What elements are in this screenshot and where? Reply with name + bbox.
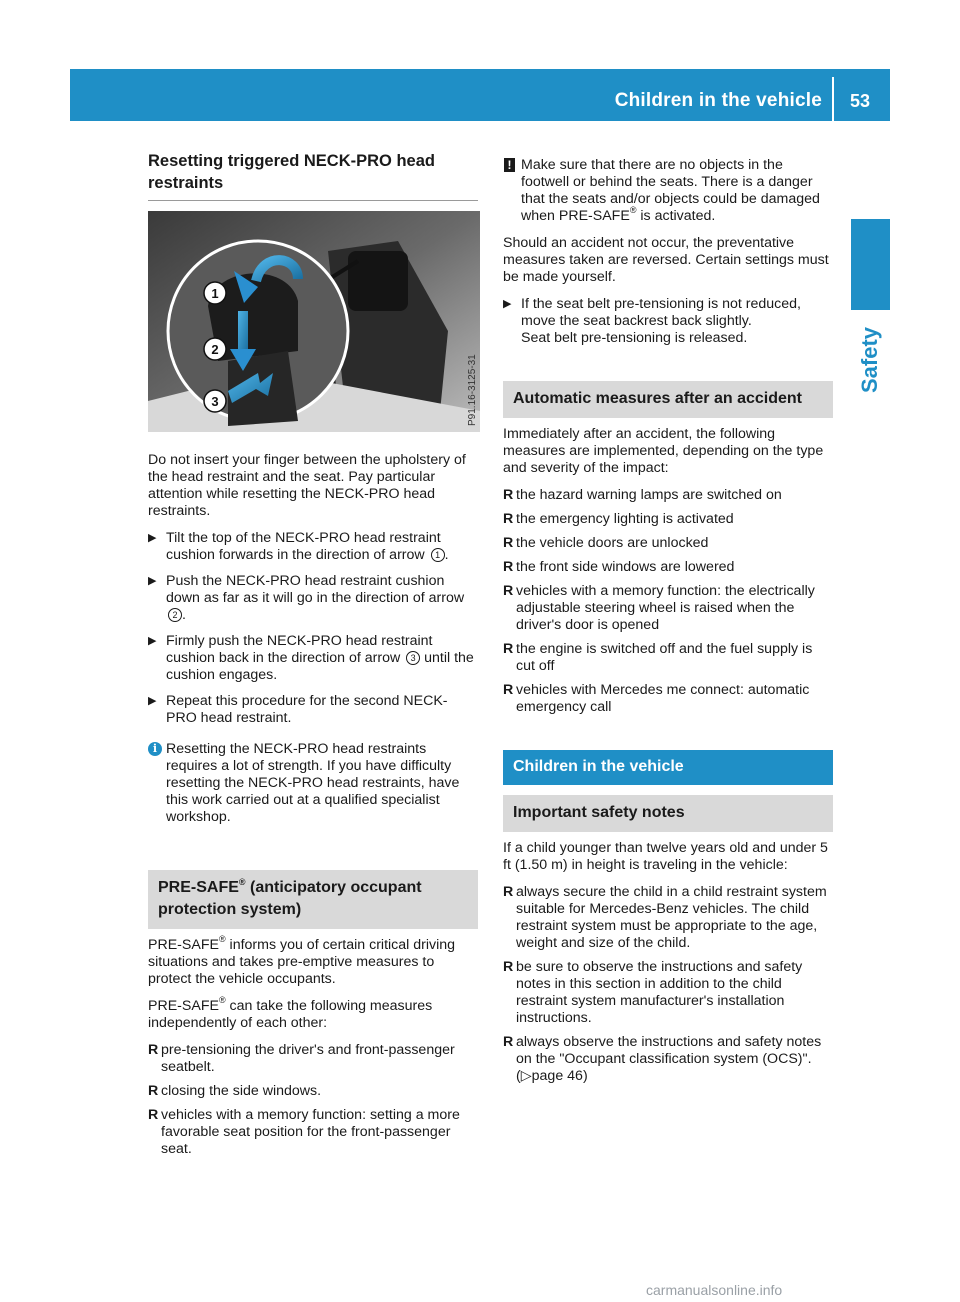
bullet-icon: R	[503, 884, 514, 900]
header-separator	[832, 77, 834, 121]
children-heading: Children in the vehicle	[503, 750, 833, 785]
bullet-icon: R	[503, 641, 514, 657]
page-header	[70, 69, 890, 121]
bullet-icon: R	[503, 535, 514, 551]
neck-pro-figure	[148, 211, 480, 432]
svg-text:1: 1	[211, 286, 219, 301]
callout-1	[204, 282, 226, 304]
step-arrow-icon: ▶	[148, 575, 157, 587]
list-item: R the front side windows are lowered	[503, 559, 735, 575]
info-icon: i	[148, 742, 162, 756]
bullet-icon: R	[503, 682, 514, 698]
sidebar-tab	[851, 219, 890, 310]
list-item: R always observe the instructions and safety notes on the "Occupant classification system (OCS)". (▷page 46)	[503, 1034, 822, 1084]
ref-circle-1: 1	[431, 548, 445, 562]
step-2: ▶ Push the NECK-PRO head restraint cushion down as far as it will go in the direction of arrow 2 .	[148, 573, 465, 623]
step-arrow-icon: ▶	[148, 532, 157, 544]
ref-circle-3: 3	[406, 651, 420, 665]
step-arrow-icon: ▶	[503, 298, 512, 310]
list-item: R the engine is switched off and the fuel supply is cut off	[503, 641, 813, 674]
step-result: Seat belt pre-tensioning is released.	[521, 330, 748, 346]
page-ref-link[interactable]: page 46)	[531, 1068, 588, 1084]
svg-text:3: 3	[211, 394, 219, 409]
bullet-icon: R	[503, 559, 514, 575]
list-item: R closing the side windows.	[148, 1083, 322, 1099]
list-item: R be sure to observe the instructions and safety notes in this section in addition to the child restraint system manufacturer's installation instructions.	[503, 959, 803, 1026]
warning-note: ! Make sure that there are no objects in the footwell or behind the seats. There is a danger that the seats and/or objects could be damaged when PRE-SAFE® is activated.	[503, 157, 833, 225]
bullet-icon: R	[503, 511, 514, 527]
list-item: R the vehicle doors are unlocked	[503, 535, 709, 551]
info-note: i Resetting the NECK-PRO head restraints requires a lot of strength. If you have difficulty resetting the NECK-PRO head restraints, have this work carried out at a qualified specialist workshop.	[148, 741, 478, 826]
callout-3	[204, 390, 226, 412]
bullet-icon: R	[503, 487, 514, 503]
no-accident-para: Should an accident not occur, the preventative measures taken are reversed. Certain settings must be made yourself.	[503, 235, 829, 285]
figure-code: P91.16-3125-31	[467, 354, 478, 426]
safety-intro: If a child younger than twelve years old and under 5 ft (1.50 m) in height is traveling in the vehicle:	[503, 840, 828, 873]
list-item: R always secure the child in a child restraint system suitable for Mercedes-Benz vehicles. The child restraint system must be appropriate to the age, weight and size of the child.	[503, 884, 827, 951]
step-arrow-icon: ▶	[148, 695, 157, 707]
watermark: carmanualsonline.info	[646, 1282, 783, 1298]
warning-icon: !	[504, 158, 515, 172]
safety-notes-heading: Important safety notes	[503, 795, 833, 832]
sidebar-label-text: Safety	[857, 326, 882, 394]
svg-text:2: 2	[211, 342, 219, 357]
bullet-icon: R	[148, 1083, 159, 1099]
bullet-icon: R	[503, 583, 514, 599]
list-item: R the emergency lighting is activated	[503, 511, 734, 527]
step-seatbelt: ▶ If the seat belt pre-tensioning is not reduced, move the seat backrest back slightly. Seat belt pre-tensioning is released.	[503, 296, 801, 346]
auto-measures-heading: Automatic measures after an accident	[503, 381, 833, 418]
header-section-title: Children in the vehicle	[614, 90, 822, 111]
bullet-icon: R	[148, 1107, 159, 1123]
list-item: R pre-tensioning the driver's and front-passenger seatbelt.	[148, 1042, 455, 1075]
list-item: R vehicles with Mercedes me connect: automatic emergency call	[503, 682, 810, 715]
step-4: ▶ Repeat this procedure for the second NECK-PRO head restraint.	[148, 693, 448, 726]
left-column	[148, 150, 478, 1165]
presafe-heading: PRE-SAFE® (anticipatory occupant protection system)	[148, 870, 478, 929]
section-title-neck-pro: Resetting triggered NECK-PRO head restraints	[148, 150, 478, 201]
list-item: R vehicles with a memory function: the electrically adjustable steering wheel is raised when the driver's door is opened	[503, 583, 815, 633]
callout-2	[204, 338, 226, 360]
presafe-para-1: PRE-SAFE® informs you of certain critical driving situations and takes pre-emptive measures to protect the vehicle occupants.	[148, 934, 456, 987]
seat-illustration	[148, 211, 480, 432]
right-column	[503, 157, 833, 1092]
bullet-icon: R	[503, 959, 514, 975]
bullet-icon: R	[503, 1034, 514, 1050]
page-ref-icon: ▷	[520, 1068, 532, 1084]
presafe-para-2: PRE-SAFE® can take the following measures independently of each other:	[148, 995, 433, 1031]
list-item: R the hazard warning lamps are switched on	[503, 487, 782, 503]
list-item: R vehicles with a memory function: setting a more favorable seat position for the front-passenger seat.	[148, 1107, 460, 1157]
step-3: ▶ Firmly push the NECK-PRO head restraint cushion back in the direction of arrow 3 until the cushion engages.	[148, 633, 474, 683]
sidebar-label	[850, 320, 890, 400]
ref-circle-2: 2	[168, 608, 182, 622]
step-1: ▶ Tilt the top of the NECK-PRO head restraint cushion forwards in the direction of arrow 1 .	[148, 530, 449, 563]
neck-pro-intro: Do not insert your finger between the upholstery of the head restraint and the seat. Pay particular attention while resetting the NECK-PRO head restraints.	[148, 452, 466, 519]
step-arrow-icon: ▶	[148, 635, 157, 647]
page-number: 53	[849, 91, 870, 111]
auto-measures-intro: Immediately after an accident, the following measures are implemented, depending on the type and severity of the impact:	[503, 426, 824, 476]
bullet-icon: R	[148, 1042, 159, 1058]
